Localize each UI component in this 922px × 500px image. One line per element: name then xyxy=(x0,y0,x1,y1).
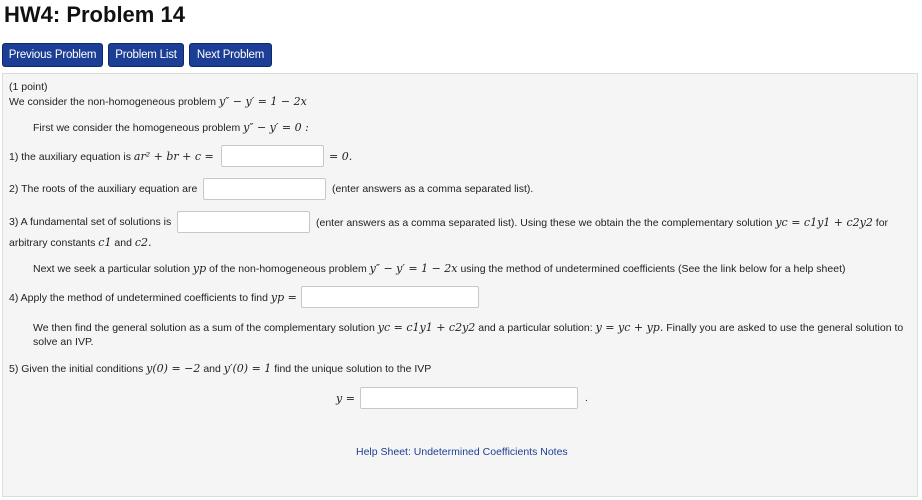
q1-equation: ar² + br + c = xyxy=(133,150,214,163)
q5-answer-input[interactable] xyxy=(360,387,578,409)
q1-after: = 0. xyxy=(329,150,353,163)
previous-problem-button[interactable]: Previous Problem xyxy=(2,43,103,67)
points-label: (1 point) xyxy=(9,81,48,93)
problem-panel xyxy=(2,73,918,497)
q4-answer-input[interactable] xyxy=(301,286,479,308)
problem-list-button[interactable]: Problem List xyxy=(108,43,184,67)
q1-answer-input[interactable] xyxy=(221,145,324,167)
general-solution-line1: We then find the general solution as a sum of the complementary solution yc = c1y1 + c2y2 and a particular solution: y = yc + yp. Finally you are asked to use the general solution to xyxy=(33,321,904,334)
q1-label: 1) the auxiliary equation is ar² + br + c = xyxy=(9,150,214,163)
q3-answer-input[interactable] xyxy=(177,211,310,233)
q3-line2: arbitrary constants c1 and c2. xyxy=(9,236,152,249)
q3-complementary-eq: yc = c1y1 + c2y2 xyxy=(775,216,873,229)
q4-label: 4) Apply the method of undetermined coefficients to find yp = xyxy=(9,291,297,304)
next-problem-button[interactable]: Next Problem xyxy=(189,43,272,67)
homogeneous-line: First we consider the homogeneous problem y″ − y′ = 0 : xyxy=(33,121,309,134)
q3-label: 3) A fundamental set of solutions is xyxy=(9,216,172,228)
general-solution-line2: solve an IVP. xyxy=(33,336,94,348)
q2-label: 2) The roots of the auxiliary equation are xyxy=(9,183,198,195)
final-period: . xyxy=(585,392,588,404)
q3-hint: (enter answers as a comma separated list). Using these we obtain the the complementary solution yc = c1y1 + c2y2 for xyxy=(316,216,889,229)
homogeneous-equation: y″ − y′ = 0 : xyxy=(243,121,309,134)
q5-label: 5) Given the initial conditions y(0) = −2 and y′(0) = 1 find the unique solution to the IVP xyxy=(9,362,432,375)
help-sheet-link[interactable]: Help Sheet: Undetermined Coefficients Notes xyxy=(356,446,568,458)
q2-hint: (enter answers as a comma separated list). xyxy=(332,183,534,195)
page-title: HW4: Problem 14 xyxy=(4,2,185,27)
final-y-label: y = xyxy=(336,392,355,405)
intro-equation: y″ − y′ = 1 − 2x xyxy=(218,95,307,108)
q2-answer-input[interactable] xyxy=(203,178,326,200)
particular-intro: Next we seek a particular solution yp of the non-homogeneous problem y″ − y′ = 1 − 2x using the method of undetermined coefficients (See the link below for a help sheet) xyxy=(33,262,846,275)
q4-equation: yp = xyxy=(270,291,297,304)
intro-line: We consider the non-homogeneous problem y″ − y′ = 1 − 2x xyxy=(9,95,307,108)
